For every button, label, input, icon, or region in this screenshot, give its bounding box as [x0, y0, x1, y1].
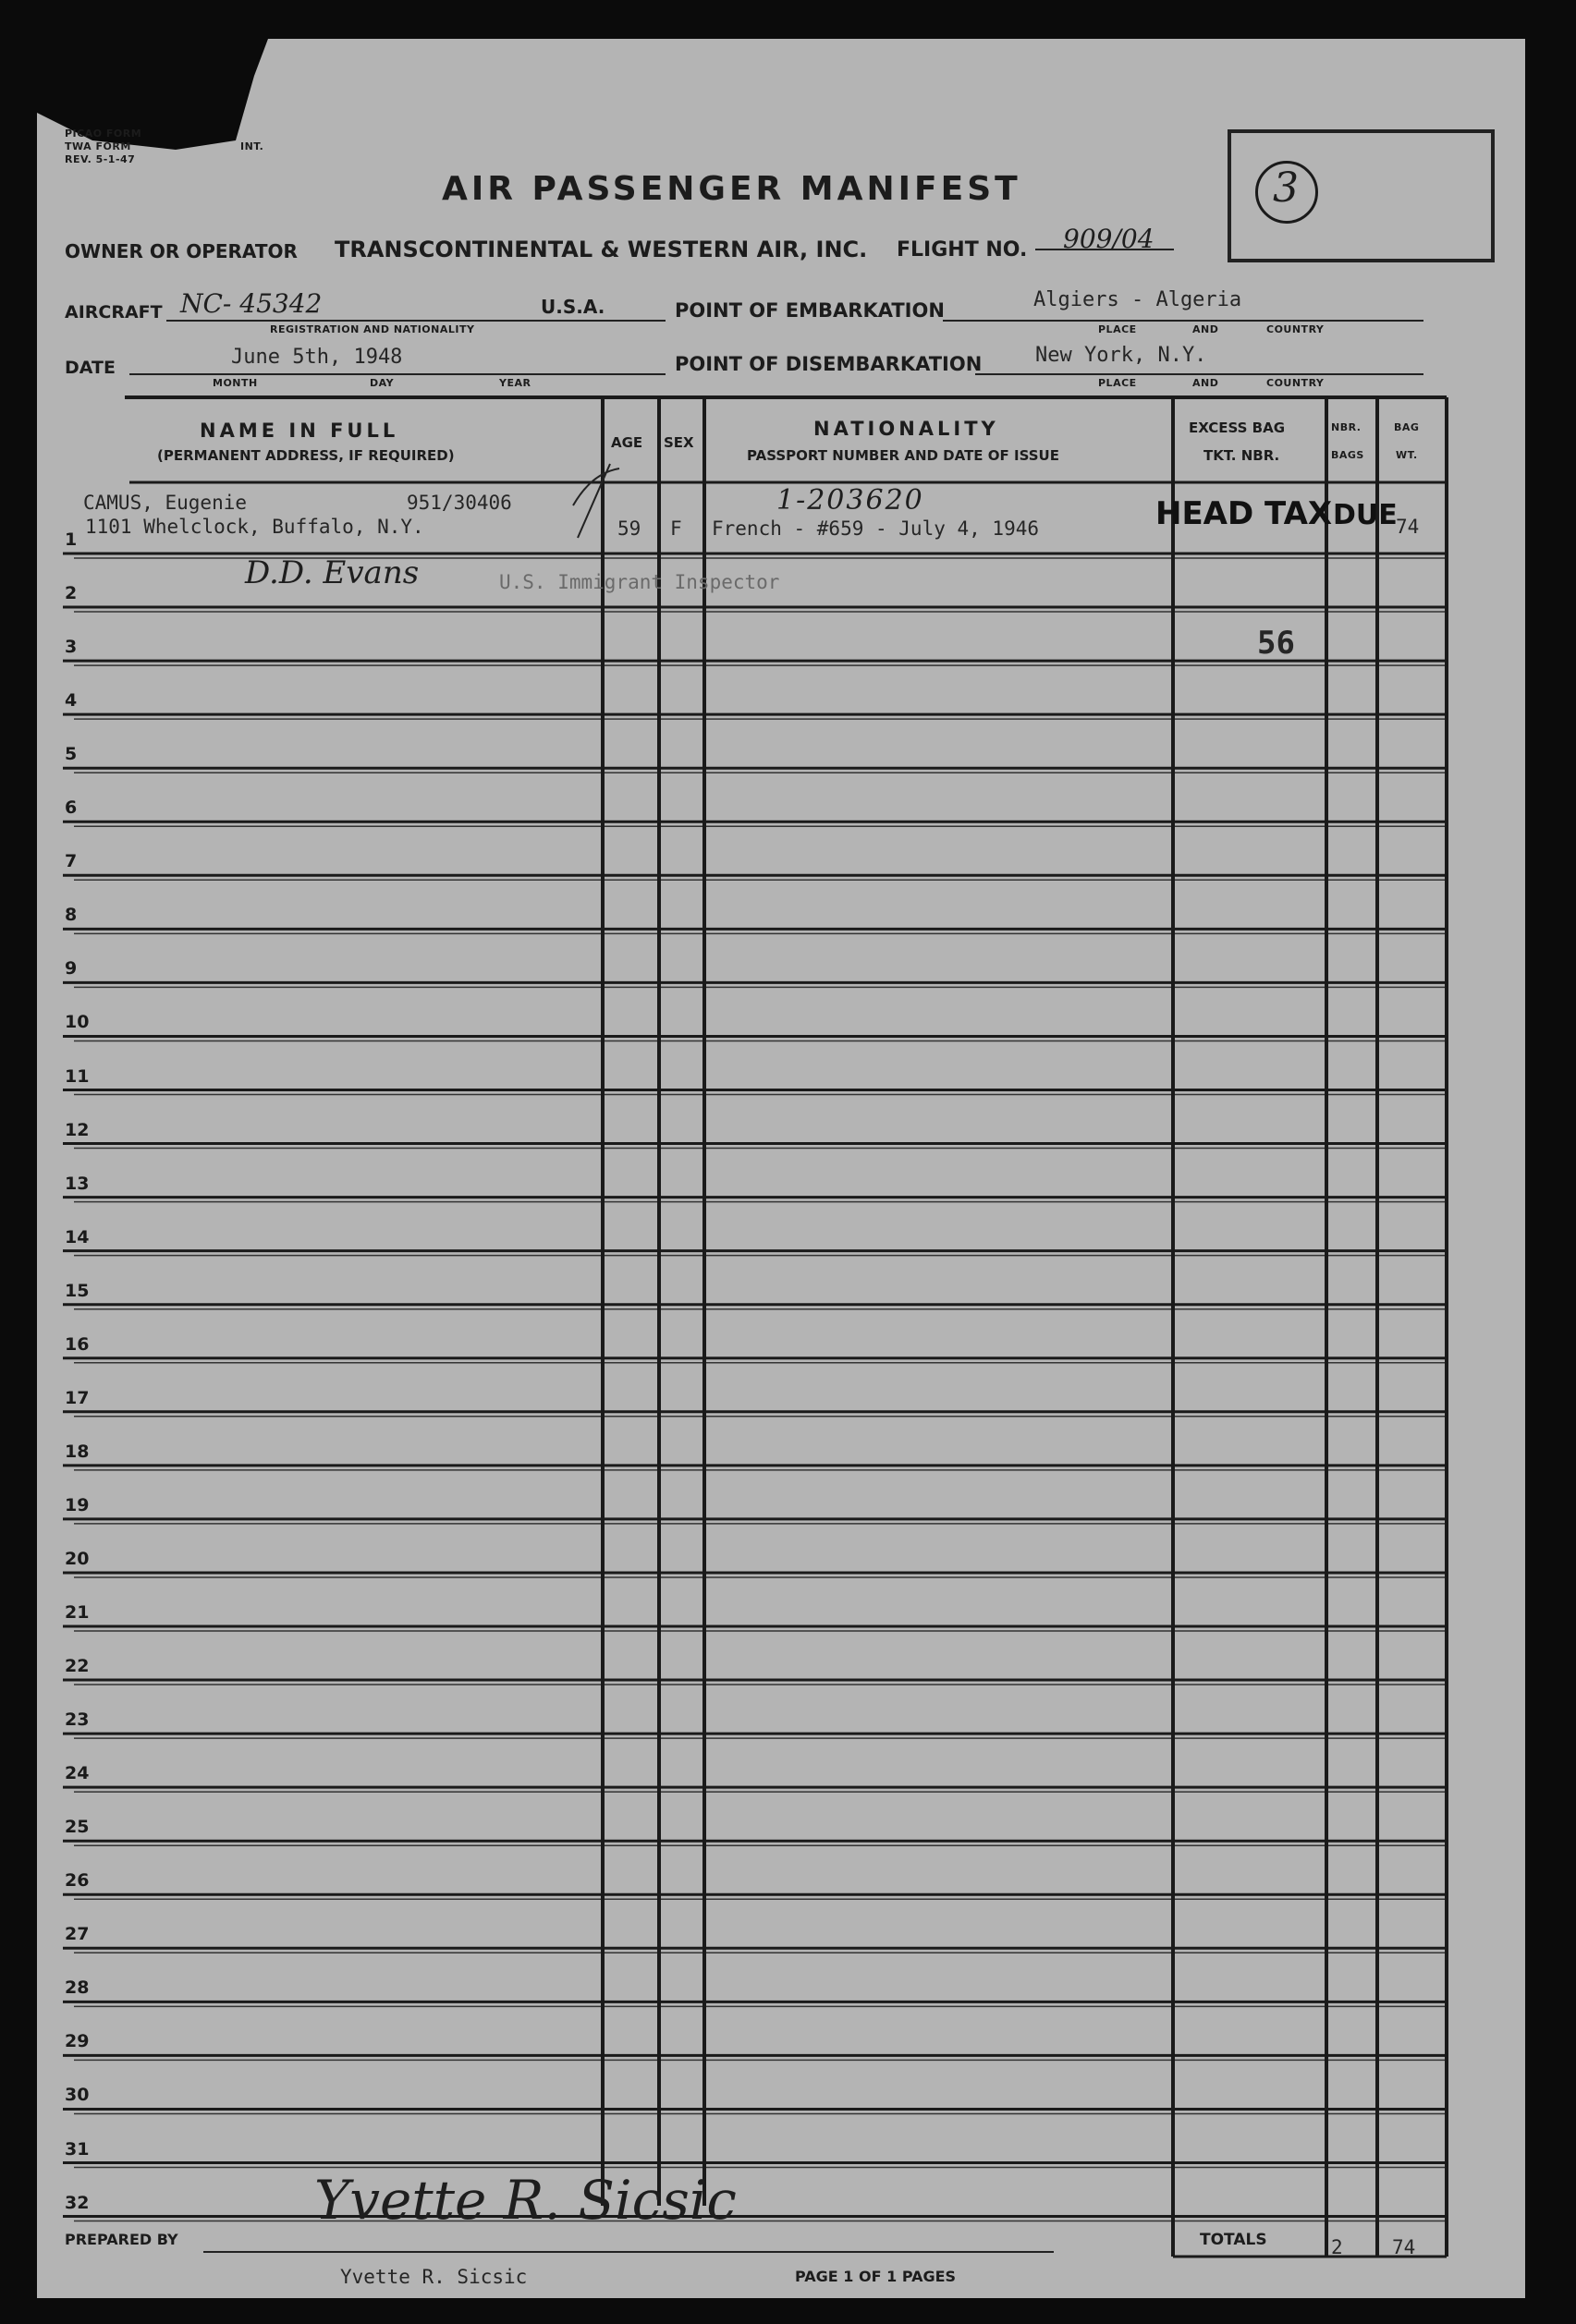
row-number: 12 [65, 1119, 90, 1140]
column-header-nbr: NBR. [1331, 421, 1362, 433]
page-title: AIR PASSENGER MANIFEST [442, 170, 1021, 208]
row-number: 15 [65, 1280, 90, 1301]
aircraft-sub-label: REGISTRATION AND NATIONALITY [270, 323, 475, 335]
row-number: 23 [65, 1710, 90, 1731]
column-header-excess-sub: TKT. NBR. [1203, 447, 1280, 464]
totals-bags: 2 [1331, 2236, 1343, 2258]
column-header-bag-sub: WT. [1396, 449, 1418, 461]
operator-label: OWNER OR OPERATOR [65, 240, 298, 262]
disembarkation-value: New York, N.Y. [1035, 344, 1207, 367]
row-number: 16 [65, 1333, 90, 1355]
column-header-bag: BAG [1394, 421, 1420, 433]
passenger-bag-weight: 74 [1396, 516, 1420, 538]
head-tax-stamp: HEAD TAX [1155, 495, 1333, 532]
row-number: 27 [65, 1924, 90, 1945]
row-number: 14 [65, 1226, 90, 1247]
passenger-age: 59 [617, 517, 641, 540]
column-header-nbr-sub: BAGS [1331, 449, 1364, 461]
prepared-by-typed: Yvette R. Sicsic [340, 2266, 528, 2288]
row-number: 22 [65, 1656, 90, 1677]
disembark-and-label: AND [1192, 377, 1219, 389]
prepared-by-label: PREPARED BY [65, 2231, 178, 2248]
row-number: 32 [65, 2192, 90, 2213]
inspector-stamp: U.S. Immigrant Inspector [499, 571, 780, 593]
row-number: 25 [65, 1817, 90, 1838]
date-label: DATE [65, 358, 116, 378]
passenger-sex: F [670, 517, 682, 540]
passenger-nationality: French - #659 - July 4, 1946 [712, 517, 1040, 540]
row-number: 7 [65, 851, 78, 872]
passenger-name: CAMUS, Eugenie [83, 492, 248, 514]
row-number: 6 [65, 797, 78, 819]
embark-country-label: COUNTRY [1266, 323, 1325, 335]
manifest-sheet [37, 39, 1525, 2298]
row-number: 3 [65, 637, 78, 658]
form-id: PICAO FORM TWA FORM REV. 5-1-47 [65, 128, 142, 165]
row-number: 28 [65, 1977, 90, 1999]
aircraft-registration: NC- 45342 [180, 288, 323, 319]
date-month-label: MONTH [213, 377, 258, 389]
column-header-name-sub: (PERMANENT ADDRESS, IF REQUIRED) [157, 447, 455, 464]
aircraft-label: AIRCRAFT [65, 302, 163, 322]
column-header-name: NAME IN FULL [200, 420, 399, 442]
date-day-label: DAY [370, 377, 395, 389]
row-number: 26 [65, 1870, 90, 1892]
disembarkation-label: POINT OF DISEMBARKATION [675, 353, 983, 375]
prepared-by-signature: Yvette R. Sicsic [314, 2169, 737, 2232]
row-number: 8 [65, 905, 78, 926]
row-number: 4 [65, 690, 78, 712]
due-stamp: DUE [1333, 499, 1398, 531]
row-number: 29 [65, 2031, 90, 2052]
embarkation-value: Algiers - Algeria [1033, 288, 1242, 311]
embark-place-label: PLACE [1098, 323, 1137, 335]
passenger-passport-handwritten: 1-203620 [776, 484, 924, 517]
column-header-excess: EXCESS BAG [1189, 420, 1286, 436]
row-number: 9 [65, 958, 78, 979]
row-number: 19 [65, 1494, 90, 1515]
row-number: 11 [65, 1065, 90, 1087]
totals-label: TOTALS [1200, 2231, 1267, 2249]
row-number: 2 [65, 583, 78, 604]
flight-number: 909/04 [1063, 224, 1155, 254]
passenger-address: 1101 Whelclock, Buffalo, N.Y. [85, 516, 424, 538]
aircraft-nationality: U.S.A. [541, 296, 605, 318]
column-header-sex: SEX [664, 434, 694, 451]
disembark-place-label: PLACE [1098, 377, 1137, 389]
row-number: 10 [65, 1012, 90, 1033]
passenger-reference: 951/30406 [407, 492, 512, 514]
column-header-age: AGE [611, 434, 643, 451]
row-number: 20 [65, 1548, 90, 1569]
row-number: 24 [65, 1763, 90, 1784]
flight-label: FLIGHT NO. [897, 238, 1028, 262]
operator-name: TRANSCONTINENTAL & WESTERN AIR, INC. [335, 237, 868, 262]
row-number: 5 [65, 744, 78, 765]
row-number: 18 [65, 1441, 90, 1462]
row-number: 30 [65, 2085, 90, 2106]
column-header-nationality-sub: PASSPORT NUMBER AND DATE OF ISSUE [747, 447, 1059, 464]
date-year-label: YEAR [499, 377, 531, 389]
column-header-nationality: NATIONALITY [813, 418, 999, 440]
row-number: 1 [65, 529, 78, 550]
embarkation-label: POINT OF EMBARKATION [675, 299, 945, 322]
disembark-country-label: COUNTRY [1266, 377, 1325, 389]
row-number: 21 [65, 1602, 90, 1623]
row-number: 17 [65, 1387, 90, 1408]
inspector-signature: D.D. Evans [245, 554, 420, 591]
date-value: June 5th, 1948 [231, 346, 403, 369]
embark-and-label: AND [1192, 323, 1219, 335]
row-3-mark: 56 [1257, 625, 1295, 662]
table-row-lines [63, 554, 1447, 2221]
totals-weight: 74 [1392, 2236, 1416, 2258]
row-number: 31 [65, 2138, 90, 2160]
row-number: 13 [65, 1173, 90, 1194]
page-count: PAGE 1 OF 1 PAGES [795, 2268, 957, 2285]
form-id-suffix: INT. [240, 140, 264, 152]
page-mark: 3 [1273, 164, 1299, 212]
